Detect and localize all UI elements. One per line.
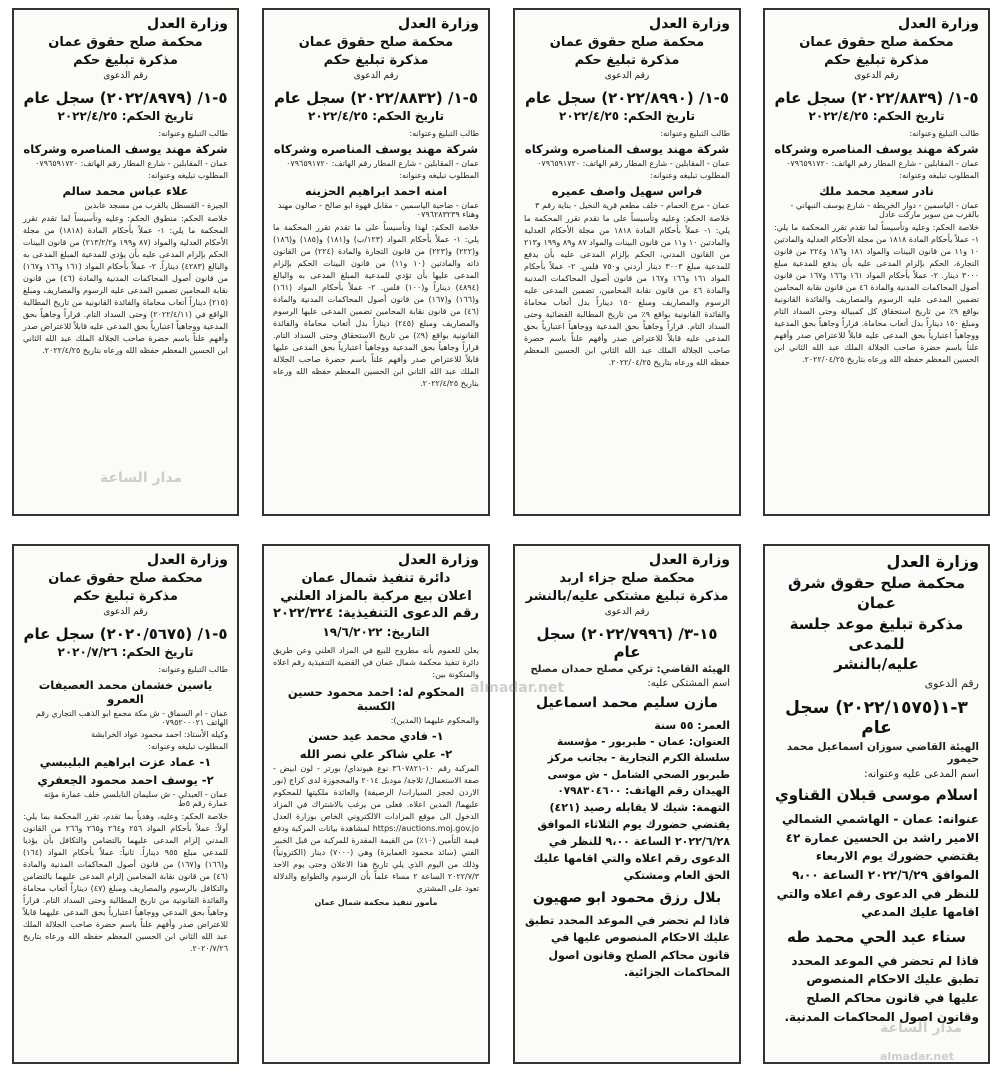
claimant-address: عمان - المقابلين - شارع المطار رقم الهاتف: ٠٧٩٦٥٩١٧٢٠ — [35, 159, 228, 169]
judgment-date: تاريخ الحكم: ٢٠٢٠/٧/٢٦ — [57, 645, 194, 660]
case-number: ٣-١(٢٠٢٢/١٥٧٥) سجل عام — [785, 698, 968, 739]
claimant-name: شركة مهند يوسف المناصره وشركاه — [774, 142, 979, 157]
case-number: ٥-١/ (٢٠٢٢/٨٩٧٩) سجل عام — [23, 89, 228, 108]
accused-age: العمر: ٥٥ سنة — [654, 719, 730, 733]
claimant-label: طالب التبليغ وعنوانه: — [158, 665, 228, 675]
claimant-label: طالب التبليغ وعنوانه: — [158, 129, 228, 139]
judgment-text: خلاصة الحكم: وعليه وتأسيساً على ما تقدم تقرر المحكمة ما يلي: ١- عملاً بأحكام المادة ١٨١٨ من مجلة الأحكام العدلية والمادتين ١٠ و١١ من قانون البينات والمواد ٨٧ و٨٩ و١٩٩ و٢١٣ من القانون المدني، الحكم بإلزام المدعى عليه بأن يدفع للمدعية مبلغ ٣٠٠٣ دينار أردني و٧٥٠ فلس. ٢- عملاً بأحكام المواد ١٦١ و١٦٦ و١٦٧ من قانون أصول المحاكمات المدنية والمادة ٤٦ من قانون نقابة المحامين، تضمين المدعى عليه الرسوم والمصاريف ومبلغ ١٥٠ ديناراً بدل أتعاب محاماة والفائدة القانونية بواقع ٩٪ من تاريخ المطالبة القضائية وحتى السداد التام. قراراً وجاهياً بحق المدعية ووجاهياً اعتبارياً بحق المدعى عليه قابلاً للاعتراض صدر وأفهم علناً باسم حضرة صاحب الجلالة الملك عبد الله الثاني ابن الحسين المعظم حفظه الله ورعاه بتاريخ ٢٠٢٢/٠٤/٢٥. — [524, 214, 731, 368]
claimant-address: عمان - المقابلين - شارع المطار رقم الهاتف: ٠٧٩٦٥٩١٧٢٠ — [786, 159, 979, 169]
defendant-label: المطلوب تبليغه وعنوانه: — [148, 171, 228, 181]
judgment-date: تاريخ الحكم: ٢٠٢٢/٤/٢٥ — [559, 109, 695, 124]
notice-date: التاريخ: ١٩/٦/٢٠٢٢ — [322, 624, 430, 639]
defendant-address: عمان - مرج الحمام - خلف مطعم قرية النخيل - بناية رقم ٣ — [535, 201, 730, 211]
hearing-text: يقتضي حضورك يوم الاربعاء الموافق ٢٠٢٢/٦/٢٩ الساعة ٩،٠٠ للنظر في الدعوى رقم اعلاه والتي اقامها عليك المدعي — [776, 849, 979, 920]
case-number: ٥-١/ (٢٠٢٢/٨٨٣٢) سجل عام — [274, 89, 478, 108]
department-name: دائرة تنفيذ شمال عمان — [301, 571, 451, 586]
complainant-name: بلال رزق محمود ابو صهيون — [532, 890, 722, 907]
accused-address: العنوان: عمان - طبربور - مؤسسة سلسلة الكرم التجارية - بجانب مركز طبربور الصحي الشامل - ش موسى الهيدان رقم الهاتف: ٠٧٩٨٣٠٤٦٠٠ — [547, 736, 730, 797]
defendant-address: الجيزة - القسطل بالقرب من مسجد عابدين — [84, 201, 228, 211]
court-name: محكمة صلح حقوق عمان — [799, 35, 954, 50]
auction-notice — [262, 544, 490, 1064]
judgment-date: تاريخ الحكم: ٢٠٢٢/٤/٢٥ — [57, 109, 194, 124]
defendant-label: المطلوب تبليغه وعنوانه: — [650, 171, 730, 181]
document-type: مذكرة تبليغ حكم — [824, 52, 929, 68]
judgment-text: خلاصة الحكم: وعليه وتأسيساً لما تقدم تقرر المحكمة ما يلي: ١- عملاً بأحكام المادة ١٨١٨ من مجلة الأحكام العدلية والمادتين ١٠ و١١ من قانون البينات والمواد ١٨١ و١٨٦ و٢٢٤ من قانون التجارة، الحكم بإلزام المدعى عليه بأن يدفع للمدعية مبلغ ٣٠٠٠ دينار. ٢- عملاً بأحكام المواد ١٦١ و١٦٦ و١٦٧ من قانون أصول المحاكمات المدنية والمادة ٤٦ من قانون نقابة المحامين تضمين المدعى عليه الرسوم والمصاريف والفائدة القانونية بواقع ٩٪ من تاريخ استحقاق كل كمبيالة وحتى السداد التام ومبلغ ١٥٠ ديناراً بدل أتعاب محاماة. قراراً وجاهياً بحق المدعية ووجاهياً اعتبارياً بحق المدعى عليه قابلاً للاعتراض صدر وأفهم علناً باسم حضرة صاحب الجلالة الملك عبد الله الثاني ابن الحسين المعظم حفظه الله ورعاه بتاريخ ٢٠٢٢/٠٤/٢٥. — [774, 223, 980, 365]
document-type: مذكرة تبليغ حكم — [73, 588, 178, 604]
debtor-name: ٢- علي شاكر علي نصر الله — [299, 746, 453, 761]
defendant-address: عمان - العبدلي - ش سليمان النابلسي خلف عمارة مؤته عمارة رقم ٥ط — [44, 790, 228, 809]
signature-line: مأمور تنفيذ محكمة شمال عمان — [314, 897, 438, 907]
claimant-address: عمان - المقابلين - شارع المطار رقم الهاتف: ٠٧٩٦٥٩١٧٢٠ — [537, 159, 730, 169]
notice-card — [763, 544, 990, 1064]
closing-text: فاذا لم تحضر في الموعد المحدد تطبق عليك الاحكام المنصوص عليها في قانون محاكم الصلح وقانون اصول المحاكمات الجزائية. — [524, 914, 730, 979]
document-type-cont: عليه/بالنشر — [834, 655, 919, 673]
case-number: رقم الدعوى التنفيذية: ٢٠٢٢/٣٢٤ — [273, 606, 479, 622]
notice-card — [763, 8, 990, 516]
auction-details: المركبة رقم ١٠-٣٦٠٧٨٢١ نوع هيونداي/ بورتر - لون ابيض - صفة الاستعمال/ ثلاجة/ موديل ٢٠١٤ والمحجوزة لدى كراج (نور الاردن لحجز السيارات/ الرصيفة) والعائدة ملكيتها للمحكوم عليهما/ المدين اعلاه. فعلى من يرغب بالاشتراك في المزاد الدخول الى موقع المزادات الالكتروني الخاص بوزارة العدل https://auctions.moj.gov.jo لمشاهدة بيانات المركبة ودفع قيمة التأمين (١٠٪) من القيمة المقدرة للمركبة من قبل الخبير الفني (سائد محمود العمايرة) وهي (٧٠٠٠) دينار (الكترونياً) وذلك من اليوم الذي يلي تاريخ هذا الاعلان وحتى يوم الاحد ٢٠٢٢/٧/٣ الساعة ٢ مساء علماً بأن الرسوم والطوابع والدلالة تعود على المشتري — [273, 763, 480, 893]
watermark: almadar.net — [470, 680, 565, 696]
claimant-label: طالب التبليغ وعنوانه: — [909, 129, 979, 139]
ministry-title: وزارة العدل — [898, 16, 979, 32]
claimant-label: طالب التبليغ وعنوانه: — [409, 129, 479, 139]
case-number: ٥-١/ (٢٠٢٢/٨٨٣٩) سجل عام — [774, 89, 979, 108]
notice-card — [513, 8, 741, 516]
lawyer-name: وكيله الأستاذ: احمد محمود عواد الخرابشة — [91, 730, 228, 740]
ministry-title: وزارة العدل — [147, 552, 228, 568]
beneficiary-name: المحكوم له: احمد محمود حسين الكسبة — [287, 684, 465, 713]
defendant-name: اسلام موسى قبلان القناوي — [774, 786, 979, 805]
ministry-title: وزارة العدل — [398, 552, 479, 568]
case-number: ١٥-٣/ (٢٠٢٢/٧٩٩٦) سجل عام — [536, 625, 718, 662]
judge-name: الهيئة القاضي: تركي مصلح حمدان مصلح — [530, 664, 730, 676]
notice-card — [12, 8, 239, 516]
defendant-label: المطلوب تبليغه وعنوانه: — [148, 742, 228, 752]
defendant-address: عمان - الياسمين - دوار الخريطة - شارع يوسف النبهاني - بالقرب من سوبر ماركت عادل — [790, 201, 979, 220]
court-name: محكمة صلح حقوق عمان — [298, 35, 454, 50]
ministry-title: وزارة العدل — [147, 16, 228, 32]
judge-name: الهيئة القاضي سوزان اسماعيل محمد حيمور — [786, 741, 979, 766]
charge: التهمة: شيك لا يقابله رصيد (٤٢١) — [549, 801, 730, 815]
hearing-text: يقتضي حضورك يوم الثلاثاء الموافق ٢٠٢٢/٦/٢٨ الساعة ٩،٠٠ للنظر في الدعوى رقم اعلاه والتي اقامها عليك الحق العام ومشتكي — [533, 818, 730, 883]
case-number: ٥-١/ (٢٠٢٢/٨٩٩٠) سجل عام — [525, 89, 729, 108]
case-label: رقم الدعوى — [103, 71, 148, 82]
case-label: رقم الدعوى — [103, 607, 148, 618]
defendant-label: المطلوب تبليغه وعنوانه: — [899, 171, 979, 181]
accused-label: اسم المشتكى عليه: — [647, 678, 730, 690]
ministry-title: وزارة العدل — [398, 16, 479, 32]
auction-title: اعلان بيع مركبة بالمزاد العلني — [280, 588, 472, 604]
defendant-name: نادر سعيد محمد ملك — [819, 184, 934, 199]
claimant-name: ياسين خشمان محمد العصيفات العمرو — [38, 678, 213, 707]
court-name: محكمة صلح حقوق عمان — [549, 35, 705, 50]
document-type: مذكرة تبليغ حكم — [323, 52, 429, 68]
claimant-name: شركة مهند يوسف المناصره وشركاه — [273, 142, 479, 157]
defendant-name: فراس سهيل واصف عميره — [551, 184, 703, 199]
closing-text: فاذا لم تحضر في الموعد المحدد تطبق عليك الاحكام المنصوص عليها في قانون محاكم الصلح وقانون اصول المحاكمات المدنية. — [784, 953, 979, 1024]
defendant-name: ١- عماد عزت ابراهيم البليبسي — [39, 755, 212, 770]
watermark: مدار الساعة — [880, 1020, 963, 1036]
court-name: محكمة صلح حقوق شرق عمان — [788, 574, 965, 613]
plaintiff-name: سناء عبد الحي محمد طه — [787, 927, 966, 946]
case-label: رقم الدعوى — [854, 71, 899, 82]
defendant-name: علاء عباس محمد سالم — [62, 184, 189, 199]
defendant-address: عمان - ضاحية الياسمين - مقابل قهوة ابو صالح - صالون مهند وهناء ٠٧٩٦٢٨٣٢٣٩ — [277, 201, 479, 220]
accused-name: مازن سليم محمد اسماعيل — [536, 695, 718, 712]
ministry-title: وزارة العدل — [649, 552, 730, 568]
notice-card — [12, 544, 239, 1064]
document-type: مذكرة تبليغ حكم — [73, 52, 178, 68]
case-label: رقم الدعوى — [604, 71, 650, 82]
court-name: محكمة صلح جزاء اربد — [559, 571, 695, 586]
case-number: ٥-١/ (٢٠٢٠/٥٦٧٥) سجل عام — [23, 625, 228, 644]
watermark: almadar.net — [880, 1050, 954, 1063]
judgment-date: تاريخ الحكم: ٢٠٢٢/٤/٢٥ — [308, 109, 444, 124]
defendant-label: اسم المدعى عليه وعنوانه: — [864, 768, 979, 781]
claimant-name: شركة مهند يوسف المناصره وشركاه — [524, 142, 730, 157]
auction-intro: يعلن للعموم بأنه مطروح للبيع في المزاد العلني وعن طريق دائرة تنفيذ محكمة شمال عمان في القضية التنفيذية رقم اعلاه والمتكونة بين: — [273, 645, 479, 679]
ministry-title: وزارة العدل — [649, 16, 730, 32]
document-type: مذكرة تبليغ موعد جلسة للمدعى — [789, 614, 964, 653]
judgment-text: خلاصة الحكم: وعليه، وهدياً بما تقدم، تقرر المحكمة بما يلي: أولاً: عملاً بأحكام المواد ٢٥٦ و٢٦٤ و٢٦٥ و٢٦٦ من القانون المدني إلزام المدعى عليهما بالتضامن والتكافل بأن يؤديا للمدعي مبلغ ٩٥٥ ديناراً. ثانياً: عملاً بأحكام المواد (١٦٤) و(١٦٦) و(١٦٧) من قانون أصول المحاكمات المدنية والمادة (٤٦) من قانون نقابة المحامين إلزام المدعى عليهما بالتضامن والتكافل بالرسوم والمصاريف ومبلغ (٤٧) ديناراً أتعاب محاماة والفائدة القانونية من تاريخ المطالبة وحتى السداد التام. قراراً وجاهياً بحق المدعي ووجاهياً اعتبارياً بحق المدعى عليهما قابلاً للاعتراض صدر وأفهم علناً باسم حضرة صاحب الجلالة الملك عبد الله الثاني ابن الحسين المعظم حفظه الله ورعاه بتاريخ ٢٠٢٠/٧/٢٦. — [23, 812, 229, 954]
watermark: مدار الساعة — [100, 470, 183, 486]
debtor-name: ١- فادي محمد عيد حسن — [308, 728, 444, 743]
court-name: محكمة صلح حقوق عمان — [48, 35, 203, 50]
defendant-name: ٢- يوسف احمد محمود الجعفري — [37, 773, 214, 788]
defendant-name: امنه احمد ابراهيم الحزينه — [304, 184, 448, 199]
case-label: رقم الدعوى — [924, 677, 979, 691]
ministry-title: وزارة العدل — [886, 552, 979, 571]
defendant-address: عنوانه: عمان - الهاشمي الشمالي الامير راشد بن الحسين عمارة ٤٢ — [781, 812, 979, 845]
case-label: رقم الدعوى — [353, 71, 399, 82]
notice-card — [513, 544, 741, 1064]
case-label: رقم الدعوى — [604, 607, 650, 618]
defendant-label: المطلوب تبليغه وعنوانه: — [399, 171, 479, 181]
judgment-text: خلاصة الحكم: منطوق الحكم: وعليه وتأسيساً لما تقدم تقرر المحكمة ما يلي: ١- عملاً بأحكام المادة (١٨١٨) من مجلة الأحكام العدلية والمواد (٨٧ و١٩٩ و٢١٣/٢/٢) من قانون البينات الحكم بإلزام المدعى عليه بأن يؤدي للمدعية المبلغ المدعى به والبالغ (٤٢٨٣) ديناراً. ٢- عملاً بأحكام المواد (١٦١ و١٦٦ و١٦٧) من قانون أصول المحاكمات المدنية والمادة (٤٦) من قانون نقابة المحامين تضمين المدعى عليه الرسوم والمصاريف ومبلغ (٢١٥) ديناراً أتعاب محاماة والفائدة القانونية من تاريخ المطالبة الواقع في (٢٠٢٢/٤/١١) وحتى السداد التام. قراراً وجاهياً بحق المدعية ووجاهياً اعتبارياً بحق المدعى عليه قابلاً للاعتراض صدر وأفهم علناً باسم حضرة صاحب الجلالة الملك عبد الله الثاني ابن الحسين المعظم حفظه الله ورعاه بتاريخ ٢٠٢٢/٤/٢٥. — [23, 214, 229, 356]
court-name: محكمة صلح حقوق عمان — [48, 571, 203, 586]
document-type: مذكرة تبليغ مشتكى عليه/بالنشر — [525, 588, 729, 604]
notice-card — [262, 8, 490, 516]
judgment-date: تاريخ الحكم: ٢٠٢٢/٤/٢٥ — [808, 109, 945, 124]
judgment-text: خلاصة الحكم: لهذا وتأسيساً على ما تقدم تقرر المحكمة ما يلي: ١- عملاً بأحكام المواد (١٢٣/ب) و(١٨١) و(١٨٥) و(١٨٦) و(٢٢٢) و(٢٢٣) من قانون التجارة والمادة (٢٢٤) من القانون ذاته والمادتين (١٠ و١١) من قانون البينات الحكم بإلزام المدعى عليها بأن تؤدي للمدعية المبلغ المدعى به والبالغ (٤٨٩٤) ديناراً و(١٠٠) فلس. ٢- عملاً بأحكام المواد (١٦١) و(١٦٦) و(١٦٧) من قانون أصول المحاكمات المدنية والمادة (٤٦) من قانون نقابة المحامين تضمين المدعى عليها الرسوم والمصاريف ومبلغ (٢٤٥) ديناراً بدل أتعاب محاماة والفائدة القانونية بواقع (٩٪) من تاريخ الاستحقاق وحتى السداد التام. قراراً وجاهياً بحق المدعية ووجاهياً اعتبارياً بحق المدعى عليها قابلاً للاعتراض صدر وأفهم علناً باسم حضرة صاحب الجلالة الملك عبد الله الثاني ابن الحسين المعظم حفظه الله ورعاه بتاريخ ٢٠٢٢/٤/٢٥. — [273, 223, 480, 389]
debtors-label: والمحكوم عليهما (المدين): — [390, 715, 479, 725]
claimant-name: شركة مهند يوسف المناصره وشركاه — [23, 142, 228, 157]
document-type: مذكرة تبليغ حكم — [574, 52, 680, 68]
claimant-label: طالب التبليغ وعنوانه: — [660, 129, 730, 139]
claimant-address: عمان - المقابلين - شارع المطار رقم الهاتف: ٠٧٩٦٥٩١٧٢٠ — [286, 159, 479, 169]
claimant-address: عمان - ام السماق - ش مكة مجمع ابو الذهب التجاري رقم الهاتف ٠٧٩٥٢٠٠٠٢١ — [35, 709, 228, 728]
